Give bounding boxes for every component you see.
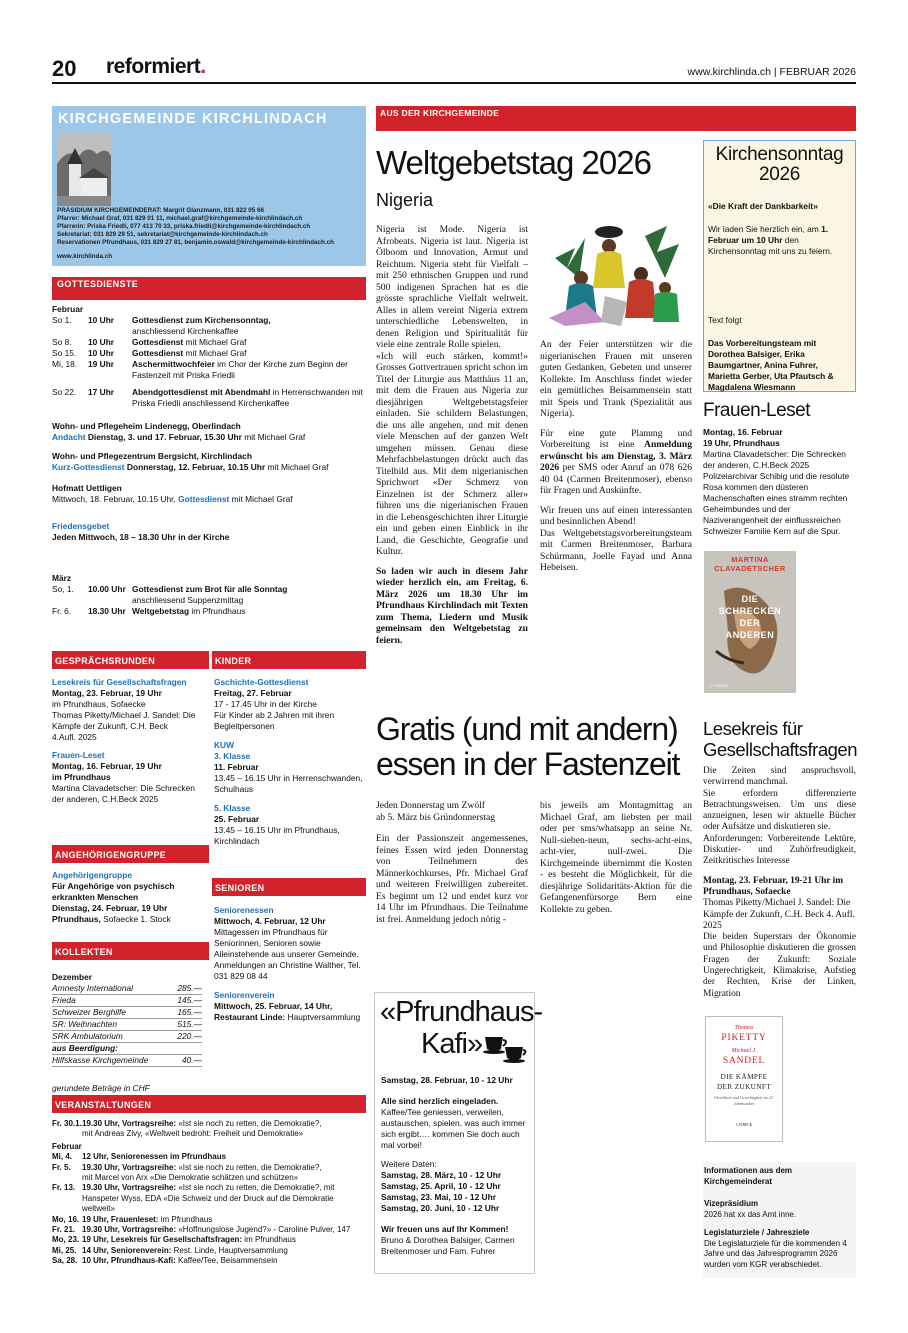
section-header-aus-der-kirchgemeinde: AUS DER KIRCHGEMEINDE [376,106,856,131]
contact-lines: PRÄSIDIUM KIRCHGEMEINDERAT: Margrit Glanzmann, 031 822 05 66 Pfarrer: Michael Graf, 031 829 01 11, michael.graf@kirchgemeinde-kirchlindach.ch Pfarrerin: Priska Friedli, 077 413 70 33, priska.friedli@kirchgemeinde-kirchlindach.ch Sekretariat: 031 829 29 51, sekretariat@kirchgemeinde-kirchlindach.ch Reservationen Pfrundhaus, 031 829 27 81, benjamin.oswald@kirchgemeinde-kirchlindach.ch www.kirchlinda.ch [57,207,335,260]
kafi-content: Samstag, 28. Februar, 10 - 12 Uhr Alle sind herzlich eingeladen. Kaffee/Tee geniessen, verweilen, austauschen, spielen, was auch immer sich ergibt.… kommen Sie doch auch mal vorbei! Weitere Daten: Samstag, 28. März, 10 - 12 Uhr Samstag, 25. April, 10 - 12 Uhr Samstag, 23. Mai, 10 - 12 Uhr Samstag, 20. Juni, 10 - 12 Uhr Wir freuen uns auf Ihr Kommen! Bruno & Dorothea Balsiger, Carmen Breitenmoser und Fam. Fuhrer [381,1075,526,1256]
kollekten-content: Dezember Amnesty International 285.— Frieda 145.— Schweizer Berghilfe 165.— SR: Weihnachten 515.— SRK Ambulatorium 220.— aus Beerdigung: Hilfskasse Kirchgemeinde 40.— gerundete Beträge in CHF [52,972,202,1093]
event-row: Fr. 5. 19.30 Uhr, Vortragsreihe: «Ist sie noch zu retten, die Demokratie?, mit Marcel von Arx «Die Demokratie schätzen und schützen» [52,1162,322,1183]
service-row: Mi, 18. 19 Uhr Aschermittwochfeier im Chor der Kirche zum Beginn der Fastenzeit mit Priska Friedli [52,359,348,380]
event-row: Sa, 28. 10 Uhr, Pfrundhaus-Kafi: Kaffee/Tee, Beisammensein [52,1256,278,1266]
angehoerige-content: Angehörigengruppe Für Angehörige von psychisch erkrankten Menschen Dienstag, 24. Februar, 19 Uhr Pfrundhaus, Sofaecke 1. Stock [52,870,175,924]
service-row: So 15. 10 Uhr Gottesdienst mit Michael Graf [52,348,247,358]
church-photo [57,134,111,206]
service-row: So 22. 17 Uhr Abendgottesdienst mit Abendmahl in Herrenschwanden mit Priska Friedli anschliessend Kirchenkaffee [52,387,363,408]
kirchensonntag-box: Kirchensonntag 2026 «Die Kraft der Dankbarkeit» Wir laden Sie herzlich ein, am 1. Februar um 10 Uhr den Kirchensonntag mit uns zu feiern. Text folgt Das Vorbereitungsteam mit Dorothea Balsiger, Erika Baumgartner, Anina Fuhrer, Marietta Gerber, Uta Pfautsch & Magdalena Wiesmann [703,140,856,392]
section-header-senioren: SENIOREN [212,878,366,896]
book-cover-kaempfe: Thomas PIKETTY Michael J. SANDEL DIE KÄMPFE DER ZUKUNFT Gleichheit und Gerechtigkeit im 21. Jahrhundert C.H.BECK [705,1016,783,1142]
gratis-essen-col1: Jeden Donnerstag um Zwölf ab 5. März bis Gründonnerstag Ein der Passionszeit angemessenes, feines Essen wird jeden Donnerstag von Teilnehmern des Männerkochkurses, Pfr. Michael Graf und weiteren Freiwilligen zubereitet. Es beginnt um 12 und endet kurz vor 14 Uhr im Pfrundhaus. Die Teilnahme ist frei. Anmeldung jedoch nötig - [376,800,528,925]
header-rule [52,82,856,84]
event-row: Mi, 4. 12 Uhr, Seniorenessen im Pfrundhaus [52,1152,227,1162]
frauen-leset-content: Montag, 16. Februar 19 Uhr, Pfrundhaus Martina Clavadetscher: Die Schrecken der anderen, C.H.Beck 2025 Polizeiarchivar Schibig und die resolute Rosa kommen den düsteren Machenschaften eines stramm rechten Geheimbundes und der Naziverangenheit der einflussreichen Schweizer Familie Kern auf die Spur. [703,427,850,536]
veranstaltungen-list: Fr. 30.1. 19.30 Uhr, Vortragsreihe: «Ist sie noch zu retten, die Demokratie?, mit Andreas Zivy, «Weltweit bedroht: Freiheit und Demokratie» Februar Mi, 4. 12 Uhr, Seniorenessen im Pfrundhaus Fr. 5. 19.30 Uhr, Vortragsreihe: «Ist sie noch zu retten, die Demokratie?, mit Marcel von Arx «Die Demokratie schätzen und schützen» Fr. 13. 19.30 Uhr, Vortragsreihe: «Ist sie noch zu retten, die Demokratie?, mit Hanspeter Wyss, EDA «Die Schweiz und der Druck auf die Demokratie weltweit» Mo, 16. 19 Uhr, Frauenleset: im Pfrundhaus Fr. 21. 19.30 Uhr, Vortragsreihe: «Hoffnungslose Jugend?» - Caroline Pulver, 147 Mo, 23. 19 Uhr, Lesekreis für Gesellschaftsfragen: im Pfrundhaus Mi, 25. 14 Uhr, Seniorenverein: Rest. Linde, Hauptversammlung Sa, 28. 10 Uhr, Pfrundhaus-Kafi: Kaffee/Tee, Beisammensein [52,1119,366,1267]
gespraechsrunden-content: Lesekreis für Gesellschaftsfragen Montag, 23. Februar, 19 Uhr im Pfrundhaus, Sofaecke Thomas Piketty/Michael J. Sandel: Die Kämpfe der Zukunft, C.H. Beck 4.Aufl. 2025 Frauen-Leset Montag, 16. Februar, 19 Uhr im Pfrundhaus Martina Clavadetscher: Die Schrecken der anderen, C.H.Beck 2025 [52,677,196,804]
lesekreis-title: Lesekreis für Gesellschaftsfragen [703,718,858,760]
kirchgemeinde-title: KIRCHGEMEINDE KIRCHLINDACH [58,111,328,127]
kinder-content: Gschichte-Gottesdienst Freitag, 27. Februar 17 - 17.45 Uhr in der Kirche Für Kinder ab 2 Jahren mit ihren Begleitpersonen KUW 3. Klasse 11. Februar 13.45 – 16.15 Uhr in Herrenschwanden, Schulhaus 5. Klasse 25. Februar 13.45 – 16.15 Uhr im Pfrundhaus, Kirchlindach [214,677,363,846]
event-row: Mo, 16. 19 Uhr, Frauenleset: im Pfrundhaus [52,1214,213,1224]
coffee-cups-icon [483,1031,527,1068]
website-link[interactable]: www.kirchlinda.ch [57,253,113,260]
gratis-essen-title: Gratis (und mit andern) essen in der Fastenzeit [376,711,680,782]
gratis-essen-col2: bis jeweils am Montagmittag an Michael Graf, am liebsten per mail oder per sms/whatsapp an seine Nr. Null-sieben-neun, sechs-acht-eins, acht-vier, null-zwei. Die Kirchgemeinde übernimmt die Kosten - es besteht die Möglichkeit, für die diesjährige Solidaritäts-Aktion für die Gefangenenfürsorge Bern eine Kollekte zu geben. [540,800,692,915]
service-row: So 8. 10 Uhr Gottesdienst mit Michael Graf [52,337,247,347]
weltgebetstag-col1: Nigeria ist Mode. Nigeria ist Afrobeats. Nigeria ist laut. Nigeria ist Ölboom und Innovation, Armut und Reichtum. Nigeria steht für Vielfalt – mit 250 ethnischen Gruppen und rund 500 indigenen Sprachen hat es die grösste sprachliche Vielfalt weltweit. Alles in allem vereint Nigeria extrem unterschiedliche Lebenswelten, in denen Religion und Spiritualität für viele eine zentrale Rolle spielen. «Ich will euch stärken, kommt!» Grosses Gottvertrauen spricht schon im Titel der Liturgie aus Matthäus 11 an, mit dem die Frauen aus Nigeria zur diesjährigen Weltgebetstagsfeier einladen. Sie schildern Belastungen, die uns alle angehen, und mit denen viele Menschen auf der ganzen Welt umgehen müssen. Genau diese Mehrfachbelastungen drückt auch das Titelbild aus. Mit dem nigerianischen Sprichwort «Der Schmerz von Einzelnen ist der Schmerz aller» führen uns die nigerianischen Frauen in die Lebensgeschichten ihrer Liturgie ein und geben einen Einblick in ihr Land, die Geschichte, Geografie und Kultur. So laden wir auch in diesem Jahr wieder herzlich ein, am Freitag, 6. März 2026 um 18.30 Uhr im Pfrundhaus Kirchlindach mit Texten zum Thema, Liedern und Musik gemeinsam den Weltgebetstag zu feiern. [376,224,528,646]
donation-row: SRK Ambulatorium 220.— [52,1031,202,1041]
section-header-gottesdienste: GOTTESDIENSTE [52,277,366,300]
event-row: Fr. 21. 19.30 Uhr, Vortragsreihe: «Hoffnungslose Jugend?» - Caroline Pulver, 147 [52,1225,351,1235]
event-row: Mo, 23. 19 Uhr, Lesekreis für Gesellschaftsfragen: im Pfrundhaus [52,1235,296,1245]
gottesdienste-list: Februar So 1. 10 Uhr Gottesdienst zum Kirchensonntag, anschliessend Kirchenkaffee So 8. 10 Uhr Gottesdienst mit Michael Graf So 15. 10 Uhr Gottesdienst mit Michael Graf Mi, 18. 19 Uhr Aschermittwochfeier im Chor der Kirche zum Beginn der Fastenzeit mit Priska Friedli So 22. 17 Uhr Abendgottesdienst mit Abendmahl in Herrenschwanden mit Priska Friedli anschliessend Kirchenkaffee Wohn- und Pflegeheim Lindenegg, Oberlindach Andacht Dienstag, 3. und 17. Februar, 15.30 Uhr mit Michael Graf Wohn- und Pflegezentrum Bergsicht, Kirchlindach Kurz-Gottesdienst Donnerstag, 12. Februar, 10.15 Uhr mit Michael Graf Hofmatt Uettligen Mittwoch, 18. Februar, 10.15 Uhr, Gottesdienst mit Michael Graf Friedensgebet Jeden Mittwoch, 18 – 18.30 Uhr in der Kirche März So, 1. 10.00 Uhr Gottesdienst zum Brot für alle Sonntag anschliessend Suppenzmittag Fr. 6. 18.30 Uhr Weltgebetstag im Pfrundhaus [52,304,366,617]
service-row: Fr. 6. 18.30 Uhr Weltgebetstag im Pfrundhaus [52,606,246,616]
event-row: Fr. 30.1. 19.30 Uhr, Vortragsreihe: «Ist sie noch zu retten, die Demokratie?, mit Andreas Zivy, «Weltweit bedroht: Freiheit und Demokratie» [52,1119,322,1139]
event-row: Fr. 13. 19.30 Uhr, Vortragsreihe: «Ist sie noch zu retten, die Demokratie?, mit Hanspeter Wyss, EDA «Die Schweiz und der Druck auf die Demokratie weltweit» [52,1183,335,1214]
book-cover-schrecken: MARTINA CLAVADETSCHER DIE SCHRECKEN DER ANDEREN C.H.BECK [704,551,796,693]
donation-row: Frieda 145.— [52,995,202,1005]
brand-logo: reformiert. [106,55,206,78]
kirchgemeinde-box [52,106,366,266]
donation-row: SR: Weihnachten 515.— [52,1019,202,1029]
section-header-angehoerige: ANGEHÖRIGENGRUPPE [52,845,209,863]
frauen-leset-title: Frauen-Leset [703,400,811,421]
donation-row: aus Beerdigung: [52,1043,202,1055]
nigeria-illustration [545,218,685,328]
weltgebetstag-subtitle: Nigeria [376,190,434,210]
weltgebetstag-col2: An der Feier unterstützen wir die nigerianischen Frauen mit unseren guten Gedanken, Gebeten und unserer Kollekte. Im Anschluss findet wieder ein gemütliches Beisammensein statt mit Speis und Trank (Spezialität aus Nigeria). Für eine gute Planung und Vorbereitung ist eine Anmeldung erwünscht bis am Dienstag, 3. März 2026 per SMS oder Anruf an 078 626 40 04 (Carmen Breitenmoser), ebenso für Fragen und Auskünfte. Wir freuen uns auf einen interessanten und besinnlichen Abend! Das Weltgebetstagsvorbereitungsteam mit Carmen Breitenmoser, Barbara Schürmann, Joelle Fayad und Anna Hebeisen. [540,339,692,573]
section-header-kinder: KINDER [212,651,366,669]
weltgebetstag-title: Weltgebetstag 2026 [376,144,651,181]
donation-row: Amnesty International 285.— [52,983,202,993]
donation-row: Hilfskasse Kirchgemeinde 40.— [52,1055,202,1065]
senioren-content: Seniorenessen Mittwoch, 4. Februar, 12 Uhr Mittagessen im Pfrundhaus für Seniorinnen, Senioren sowie Alleinstehende aus unserer Gemeinde. Anmeldungen an Christine Walther, Tel. 031 829 08 44 Seniorenverein Mittwoch, 25. Februar, 14 Uhr, Restaurant Linde: Hauptversammlung [214,905,361,1022]
section-header-kollekten: KOLLEKTEN [52,942,209,960]
kafi-title-1: «Pfrundhaus- [380,996,543,1028]
kafi-title-2: Kafi» [421,1028,483,1060]
info-kgr-box: Informationen aus dem Kirchgemeinderat Vizepräsidium 2026 hat xx das Amt inne. Legislaturziele / Jahresziele Die Legislaturziele für die kommenden 4 Jahre und das Jahresprogramm 2026 wurden vom KGR verabschiedet. [703,1162,856,1278]
service-row: So 1. 10 Uhr Gottesdienst zum Kirchensonntag, anschliessend Kirchenkaffee [52,315,271,336]
section-header-veranstaltungen: VERANSTALTUNGEN [52,1095,366,1113]
lesekreis-content: Die Zeiten sind anspruchsvoll, verwirrend manchmal. Sie erfordern differenzierte Betrachtungsweisen. Um uns diese anzueignen, lesen wir aktuelle Bücher oder Aufsätze und diskutieren sie. Anforderungen: Vorbereitende Lektüre, Diskutier- und Zuhörfreudigkeit, Zeitkritisches Interesse Montag, 23. Februar, 19-21 Uhr im Pfrundhaus, Sofaecke Thomas Piketty/Michael J. Sandel: Die Kämpfe der Zukunft, C.H. Beck 4. Aufl. 2025 Die beiden Superstars der Ökonomie und Philosophie diskutieren die grossen Fragen der Zukunft: Soziale Ungerechtigkeit, Klimakrise, Aufstieg der Rechten, Krise der Linken, Migration [703,766,856,999]
page-number: 20 [52,56,77,81]
event-row: Mi, 25. 14 Uhr, Seniorenverein: Rest. Linde, Hauptversammlung [52,1245,288,1255]
section-header-gespraechsrunden: GESPRÄCHSRUNDEN [52,651,209,669]
pfrundhaus-kafi-box [374,992,543,1274]
service-row: So, 1. 10.00 Uhr Gottesdienst zum Brot für alle Sonntag anschliessend Suppenzmittag [52,584,288,605]
kirchensonntag-title: Kirchensonntag 2026 [715,144,844,185]
header-info: www.kirchlinda.ch | FEBRUAR 2026 [687,66,856,78]
donation-row: Schweizer Berghilfe 165.— [52,1007,202,1017]
